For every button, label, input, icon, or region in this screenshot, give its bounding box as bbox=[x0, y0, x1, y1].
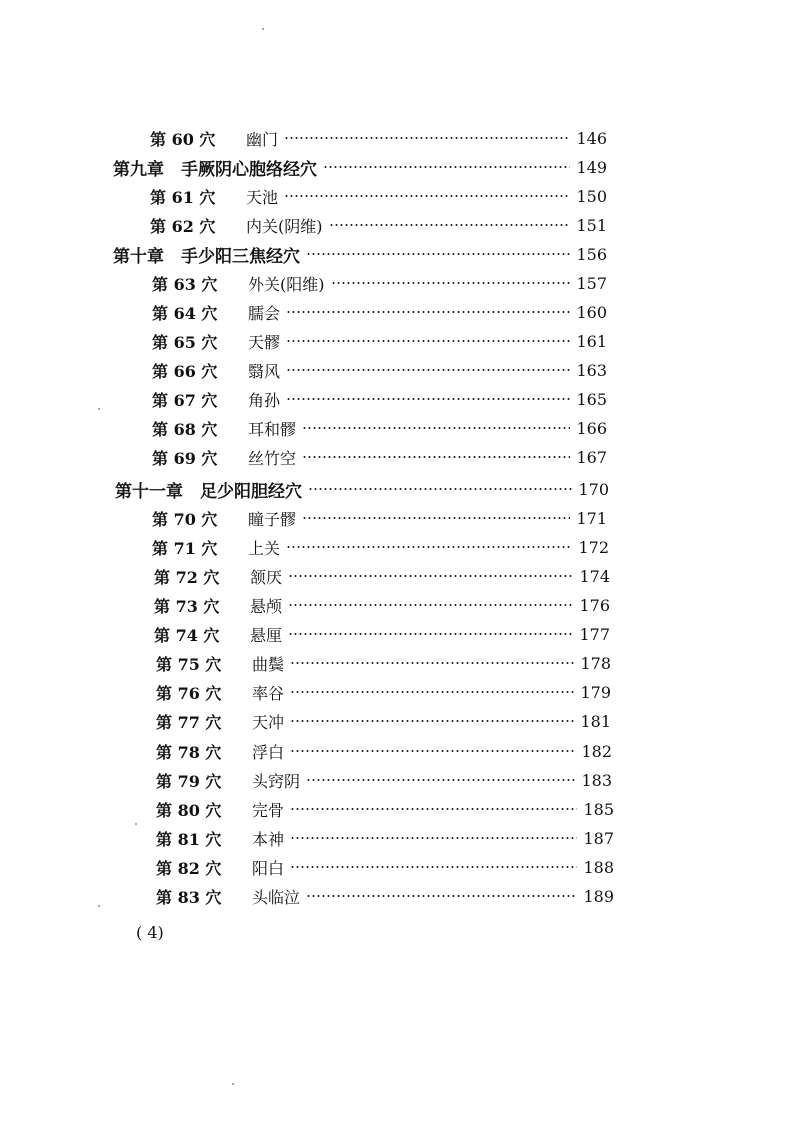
page-ref: 187 bbox=[583, 828, 614, 848]
point-name: 头窍阴 bbox=[252, 771, 301, 791]
page-number: ( 4) bbox=[136, 923, 164, 942]
page-ref: 185 bbox=[583, 799, 614, 819]
point-number: 第 73 穴 bbox=[154, 596, 220, 616]
toc-entry bbox=[152, 328, 607, 354]
toc-entry bbox=[152, 357, 607, 383]
point-name: 臑会 bbox=[248, 303, 281, 323]
point-number: 第 83 穴 bbox=[156, 887, 222, 907]
toc-entry bbox=[156, 767, 612, 793]
point-number: 第 79 穴 bbox=[156, 771, 222, 791]
point-name: 角孙 bbox=[248, 390, 281, 410]
dot-leader bbox=[302, 517, 570, 519]
point-name: 头临泣 bbox=[252, 887, 301, 907]
page-ref: 188 bbox=[583, 857, 614, 877]
scan-speck bbox=[98, 408, 100, 410]
page-ref: 182 bbox=[581, 741, 612, 761]
point-number: 第 77 穴 bbox=[156, 712, 222, 732]
dot-leader bbox=[302, 456, 570, 458]
toc-entry bbox=[154, 621, 610, 647]
dot-leader bbox=[284, 137, 570, 139]
dot-leader bbox=[290, 720, 574, 722]
scan-speck bbox=[262, 28, 264, 30]
toc-entry bbox=[156, 854, 614, 880]
point-name: 丝竹空 bbox=[248, 448, 297, 468]
point-number: 第 64 穴 bbox=[152, 303, 218, 323]
point-number: 第 61 穴 bbox=[150, 187, 216, 207]
point-name: 天池 bbox=[246, 187, 279, 207]
page-ref: 146 bbox=[576, 128, 607, 148]
point-number: 第 78 穴 bbox=[156, 742, 222, 762]
toc-entry bbox=[156, 650, 611, 676]
chapter-title: 第九章 手厥阴心胞络经穴 bbox=[113, 159, 317, 180]
toc-entry bbox=[150, 183, 607, 209]
point-number: 第 66 穴 bbox=[152, 361, 218, 381]
point-number: 第 72 穴 bbox=[154, 567, 220, 587]
point-name: 外关(阳维) bbox=[248, 274, 325, 294]
point-number: 第 65 穴 bbox=[152, 332, 218, 352]
dot-leader bbox=[288, 604, 573, 606]
scan-speck bbox=[232, 1083, 234, 1085]
point-name: 完骨 bbox=[252, 800, 285, 820]
toc-entry bbox=[152, 270, 607, 296]
point-name: 内关(阴维) bbox=[246, 216, 323, 236]
dot-leader bbox=[331, 282, 571, 284]
point-number: 第 67 穴 bbox=[152, 390, 218, 410]
point-name: 天髎 bbox=[248, 332, 281, 352]
dot-leader bbox=[284, 195, 570, 197]
dot-leader bbox=[323, 166, 570, 168]
dot-leader bbox=[306, 895, 577, 897]
chapter-heading bbox=[113, 154, 607, 180]
point-name: 上关 bbox=[248, 538, 281, 558]
dot-leader bbox=[286, 546, 572, 548]
dot-leader bbox=[329, 224, 571, 226]
dot-leader bbox=[288, 575, 573, 577]
page-ref: 167 bbox=[576, 447, 607, 467]
page-ref: 174 bbox=[579, 566, 610, 586]
page-ref: 156 bbox=[576, 244, 607, 264]
toc-entry bbox=[156, 883, 614, 909]
point-name: 率谷 bbox=[252, 683, 285, 703]
point-number: 第 74 穴 bbox=[154, 625, 220, 645]
page-ref: 161 bbox=[576, 331, 607, 351]
point-number: 第 62 穴 bbox=[150, 216, 216, 236]
dot-leader bbox=[290, 866, 577, 868]
dot-leader bbox=[286, 340, 570, 342]
dot-leader bbox=[290, 808, 577, 810]
dot-leader bbox=[290, 750, 575, 752]
toc-entry bbox=[154, 592, 610, 618]
toc-entry bbox=[156, 708, 611, 734]
point-number: 第 60 穴 bbox=[150, 129, 216, 149]
toc-entry bbox=[150, 125, 607, 151]
chapter-title: 第十章 手少阳三焦经穴 bbox=[113, 246, 300, 267]
dot-leader bbox=[302, 427, 570, 429]
toc-entry bbox=[156, 825, 614, 851]
dot-leader bbox=[290, 662, 574, 664]
dot-leader bbox=[290, 837, 577, 839]
page-ref: 165 bbox=[576, 389, 607, 409]
point-number: 第 80 穴 bbox=[156, 800, 222, 820]
chapter-heading bbox=[113, 241, 607, 267]
page-ref: 150 bbox=[576, 186, 607, 206]
point-number: 第 68 穴 bbox=[152, 419, 218, 439]
point-name: 本神 bbox=[252, 829, 285, 849]
scan-speck bbox=[98, 905, 100, 907]
point-name: 瞳子髎 bbox=[248, 509, 297, 529]
scan-speck bbox=[135, 823, 137, 825]
toc-entry bbox=[154, 563, 610, 589]
point-name: 天冲 bbox=[252, 712, 285, 732]
dot-leader bbox=[286, 369, 570, 371]
page-ref: 179 bbox=[580, 682, 611, 702]
point-number: 第 76 穴 bbox=[156, 683, 222, 703]
chapter-heading bbox=[115, 476, 609, 502]
chapter-title: 第十一章 足少阳胆经穴 bbox=[115, 481, 302, 502]
point-number: 第 69 穴 bbox=[152, 448, 218, 468]
point-name: 阳白 bbox=[252, 858, 285, 878]
point-name: 颔厌 bbox=[250, 567, 283, 587]
page-ref: 151 bbox=[576, 215, 607, 235]
dot-leader bbox=[286, 311, 570, 313]
toc-entry bbox=[152, 534, 609, 560]
page-ref: 172 bbox=[578, 537, 609, 557]
toc-entry bbox=[156, 796, 614, 822]
dot-leader bbox=[306, 253, 570, 255]
point-name: 悬颅 bbox=[250, 596, 283, 616]
toc-entry bbox=[152, 386, 607, 412]
page-ref: 166 bbox=[576, 418, 607, 438]
page-ref: 189 bbox=[583, 886, 614, 906]
page-ref: 157 bbox=[576, 273, 607, 293]
point-name: 曲鬓 bbox=[252, 654, 285, 674]
dot-leader bbox=[286, 398, 570, 400]
dot-leader bbox=[288, 633, 573, 635]
page-ref: 170 bbox=[578, 479, 609, 499]
page-ref: 149 bbox=[576, 157, 607, 177]
page-ref: 160 bbox=[576, 302, 607, 322]
toc-entry bbox=[152, 299, 607, 325]
page-ref: 178 bbox=[580, 653, 611, 673]
dot-leader bbox=[290, 691, 574, 693]
point-name: 浮白 bbox=[252, 742, 285, 762]
toc-entry bbox=[152, 444, 607, 470]
dot-leader bbox=[308, 488, 572, 490]
point-number: 第 81 穴 bbox=[156, 829, 222, 849]
page-ref: 163 bbox=[576, 360, 607, 380]
toc-entry bbox=[152, 415, 607, 441]
point-number: 第 71 穴 bbox=[152, 538, 218, 558]
point-name: 翳风 bbox=[248, 361, 281, 381]
page-ref: 181 bbox=[580, 711, 611, 731]
dot-leader bbox=[306, 779, 575, 781]
toc-entry bbox=[156, 679, 611, 705]
page-ref: 171 bbox=[576, 508, 607, 528]
point-number: 第 75 穴 bbox=[156, 654, 222, 674]
page-ref: 176 bbox=[579, 595, 610, 615]
page-ref: 183 bbox=[581, 770, 612, 790]
page-ref: 177 bbox=[579, 624, 610, 644]
point-number: 第 70 穴 bbox=[152, 509, 218, 529]
point-name: 耳和髎 bbox=[248, 419, 297, 439]
point-name: 幽门 bbox=[246, 129, 279, 149]
toc-entry bbox=[152, 505, 607, 531]
point-number: 第 63 穴 bbox=[152, 274, 218, 294]
point-name: 悬厘 bbox=[250, 625, 283, 645]
point-number: 第 82 穴 bbox=[156, 858, 222, 878]
toc-entry bbox=[156, 738, 612, 764]
toc-entry bbox=[150, 212, 607, 238]
